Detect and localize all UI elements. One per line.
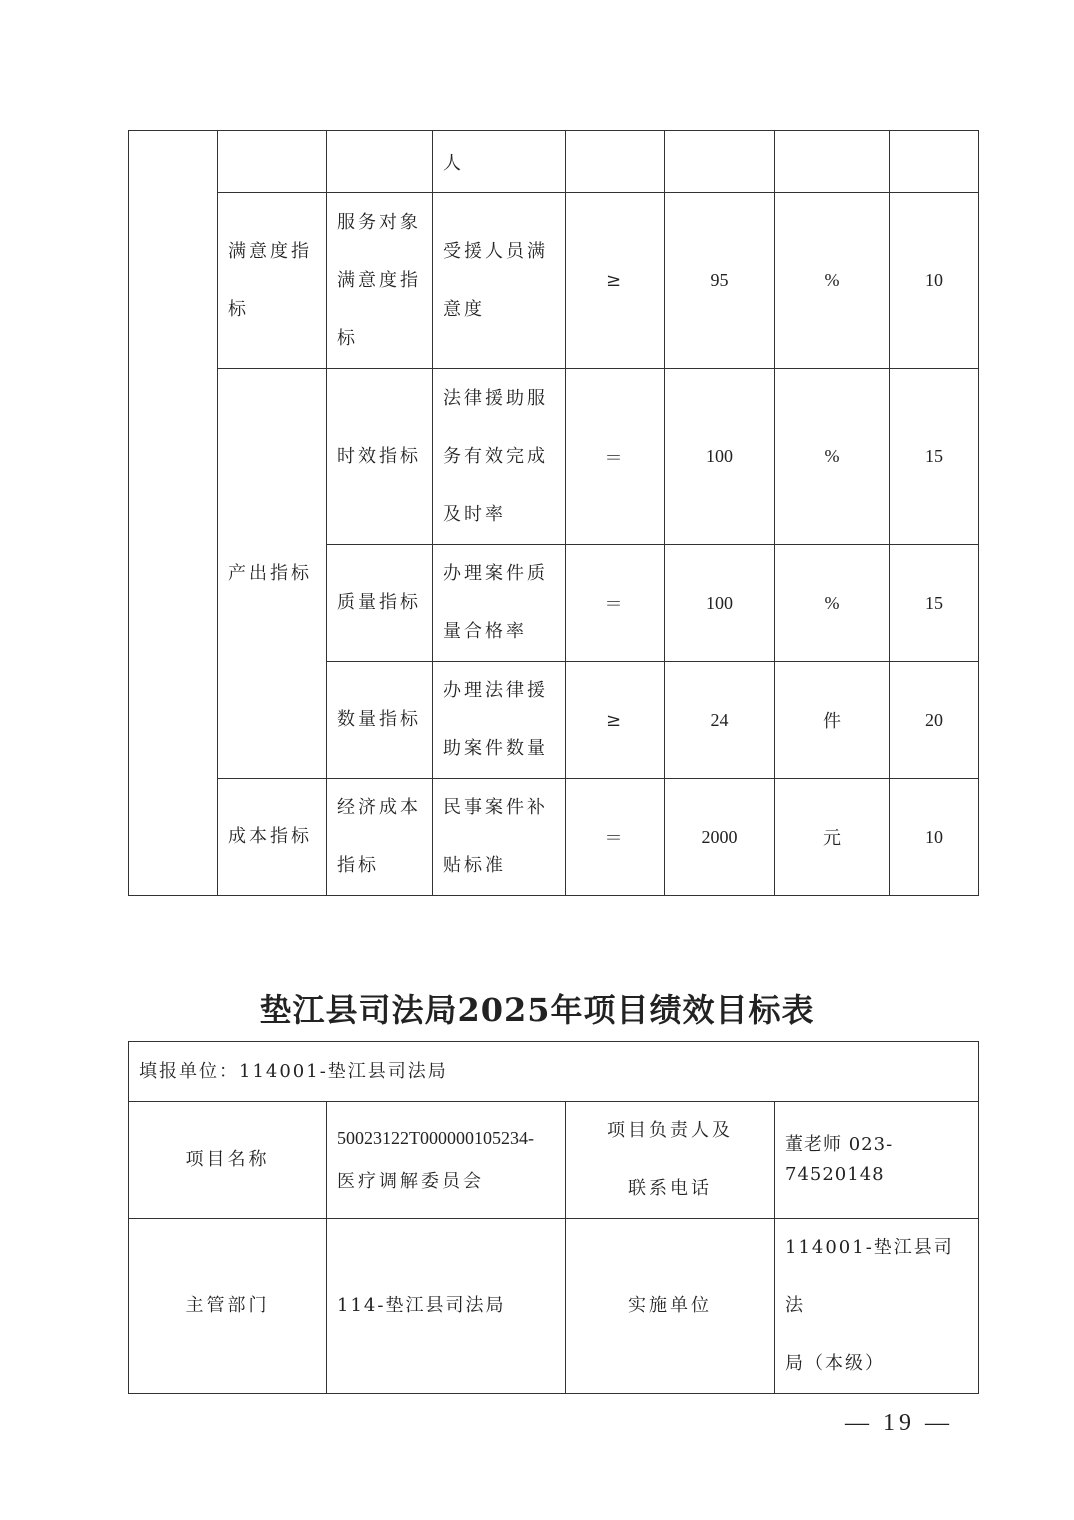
value-cell: 24 bbox=[665, 662, 775, 779]
leader-value: 董老师 023-74520148 bbox=[775, 1102, 979, 1219]
table-row bbox=[129, 131, 979, 193]
operator-cell: ≥ bbox=[566, 662, 665, 779]
unit-cell: % bbox=[775, 369, 890, 545]
table-row bbox=[129, 1102, 979, 1219]
value-cell: 100 bbox=[665, 545, 775, 662]
indicator-name-cell: 办理案件质量合格率 bbox=[433, 545, 566, 662]
impl-value: 114001-垫江县司法 局（本级） bbox=[775, 1219, 979, 1394]
operator-cell: ＝ bbox=[566, 779, 665, 896]
indicator-name-cell: 人 bbox=[433, 131, 566, 193]
table-row bbox=[129, 1042, 979, 1102]
level2-indicator-cell: 时效指标 bbox=[327, 369, 433, 545]
table-row bbox=[129, 1219, 979, 1394]
score-cell: 10 bbox=[890, 193, 979, 369]
table-row bbox=[129, 193, 979, 369]
unit-cell: 元 bbox=[775, 779, 890, 896]
unit-cell: % bbox=[775, 193, 890, 369]
project-info-table bbox=[128, 1041, 979, 1394]
level2-indicator-cell: 数量指标 bbox=[327, 662, 433, 779]
project-title: 医疗调解委员会 bbox=[337, 1171, 484, 1192]
level2-indicator-cell: 质量指标 bbox=[327, 545, 433, 662]
level2-indicator-cell: 经济成本指标 bbox=[327, 779, 433, 896]
operator-cell: ＝ bbox=[566, 369, 665, 545]
value-cell: 100 bbox=[665, 369, 775, 545]
indicator-name-cell: 民事案件补贴标准 bbox=[433, 779, 566, 896]
level1-indicator-cell: 满意度指标 bbox=[218, 193, 327, 369]
operator-cell: ≥ bbox=[566, 193, 665, 369]
project-name-label: 项目名称 bbox=[129, 1102, 327, 1219]
project-name-value bbox=[327, 1102, 566, 1219]
score-cell: 15 bbox=[890, 369, 979, 545]
table-row bbox=[129, 779, 979, 896]
dept-label: 主管部门 bbox=[129, 1219, 327, 1394]
unit-cell: 件 bbox=[775, 662, 890, 779]
page-title: 垫江县司法局2025年项目绩效目标表 bbox=[259, 991, 815, 1029]
level2-indicator-cell: 服务对象满意度指标 bbox=[327, 193, 433, 369]
page-number: — 19 — bbox=[845, 1410, 953, 1436]
leader-label: 项目负责人及 联系电话 bbox=[566, 1102, 775, 1219]
dept-value: 114-垫江县司法局 bbox=[327, 1219, 566, 1394]
indicator-table bbox=[128, 130, 979, 896]
indicator-name-cell: 办理法律援助案件数量 bbox=[433, 662, 566, 779]
level1-indicator-cell: 产出指标 bbox=[218, 369, 327, 779]
project-code: 50023122T000000105234- bbox=[337, 1128, 534, 1148]
score-cell: 10 bbox=[890, 779, 979, 896]
level1-indicator-cell: 成本指标 bbox=[218, 779, 327, 896]
indicator-name-cell: 受援人员满意度 bbox=[433, 193, 566, 369]
unit-cell: % bbox=[775, 545, 890, 662]
impl-label: 实施单位 bbox=[566, 1219, 775, 1394]
table-row bbox=[129, 369, 979, 545]
score-cell: 20 bbox=[890, 662, 979, 779]
merged-category-cell bbox=[129, 131, 218, 896]
value-cell: 2000 bbox=[665, 779, 775, 896]
score-cell: 15 bbox=[890, 545, 979, 662]
operator-cell: ＝ bbox=[566, 545, 665, 662]
value-cell: 95 bbox=[665, 193, 775, 369]
indicator-name-cell: 法律援助服务有效完成及时率 bbox=[433, 369, 566, 545]
fill-unit-cell: 填报单位：114001-垫江县司法局 bbox=[129, 1042, 979, 1102]
